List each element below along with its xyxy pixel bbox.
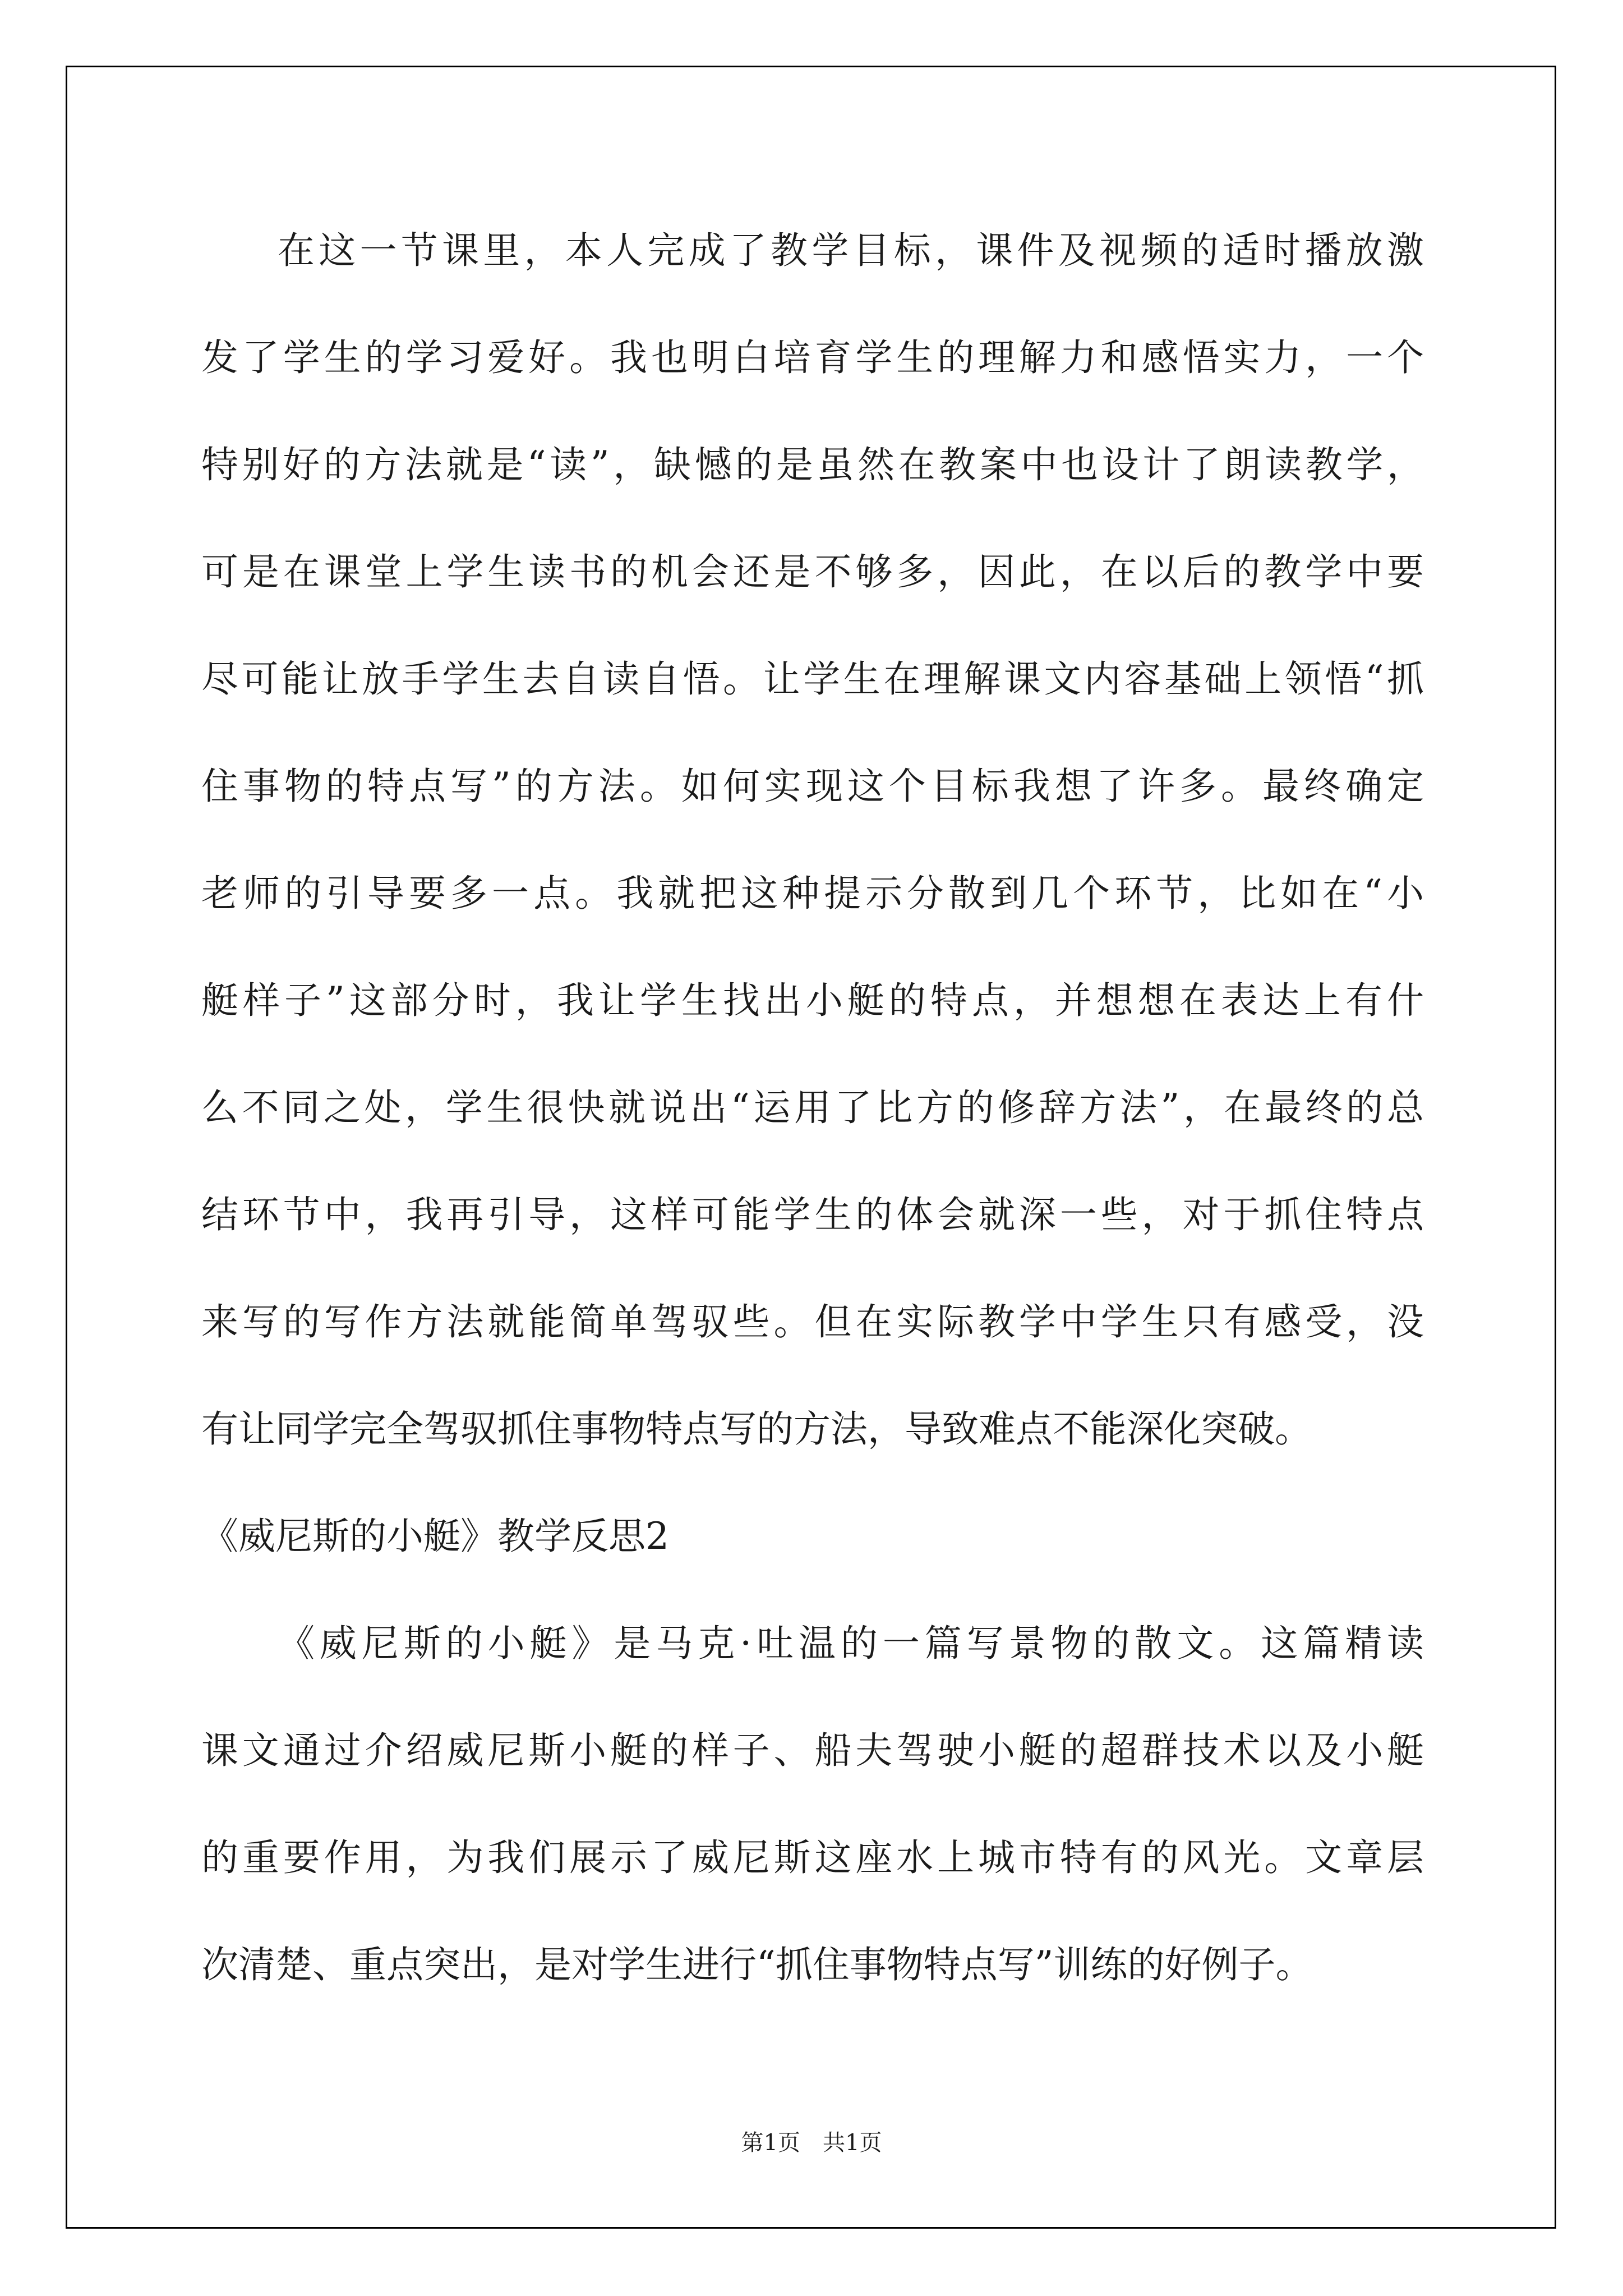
section-heading: 《威尼斯的小艇》教学反思2 (201, 1515, 669, 1558)
paragraph-1-line-10: 结环节中，我再引导，这样可能学生的体会就深一些，对于抓住特点 (201, 1193, 1424, 1236)
paragraph-1-line-5: 尽可能让放手学生去自读自悟。让学生在理解课文内容基础上领悟“抓 (201, 657, 1424, 701)
paragraph-1-line-2: 发了学生的学习爱好。我也明白培育学生的理解力和感悟实力，一个 (201, 336, 1424, 379)
paragraph-2-line-2: 课文通过介绍威尼斯小艇的样子、船夫驾驶小艇的超群技术以及小艇 (201, 1729, 1424, 1772)
paragraph-1-line-4: 可是在课堂上学生读书的机会还是不够多，因此，在以后的教学中要 (201, 550, 1424, 593)
paragraph-1-line-3: 特别好的方法就是“读”，缺憾的是虽然在教案中也设计了朗读教学， (201, 443, 1424, 486)
page-footer: 第1页 共1页 (741, 2130, 882, 2156)
paragraph-1-line-12: 有让同学完全驾驭抓住事物特点写的方法，导致难点不能深化突破。 (201, 1407, 1312, 1451)
paragraph-1-line-8: 艇样子”这部分时，我让学生找出小艇的特点，并想想在表达上有什 (201, 979, 1424, 1022)
paragraph-1-line-1: 在这一节课里，本人完成了教学目标，课件及视频的适时播放激 (278, 229, 1424, 272)
paragraph-2-line-1: 《威尼斯的小艇》是马克·吐温的一篇写景物的散文。这篇精读 (278, 1622, 1424, 1665)
paragraph-2-line-4: 次清楚、重点突出，是对学生进行“抓住事物特点写”训练的好例子。 (201, 1943, 1313, 1986)
paragraph-1-line-7: 老师的引导要多一点。我就把这种提示分散到几个环节，比如在“小 (201, 872, 1424, 915)
paragraph-1-line-6: 住事物的特点写”的方法。如何实现这个目标我想了许多。最终确定 (201, 765, 1424, 808)
paragraph-2-line-3: 的重要作用，为我们展示了威尼斯这座水上城市特有的风光。文章层 (201, 1836, 1424, 1879)
paragraph-1-line-11: 来写的写作方法就能简单驾驭些。但在实际教学中学生只有感受，没 (201, 1300, 1424, 1343)
paragraph-1-line-9: 么不同之处，学生很快就说出“运用了比方的修辞方法”，在最终的总 (201, 1086, 1424, 1129)
